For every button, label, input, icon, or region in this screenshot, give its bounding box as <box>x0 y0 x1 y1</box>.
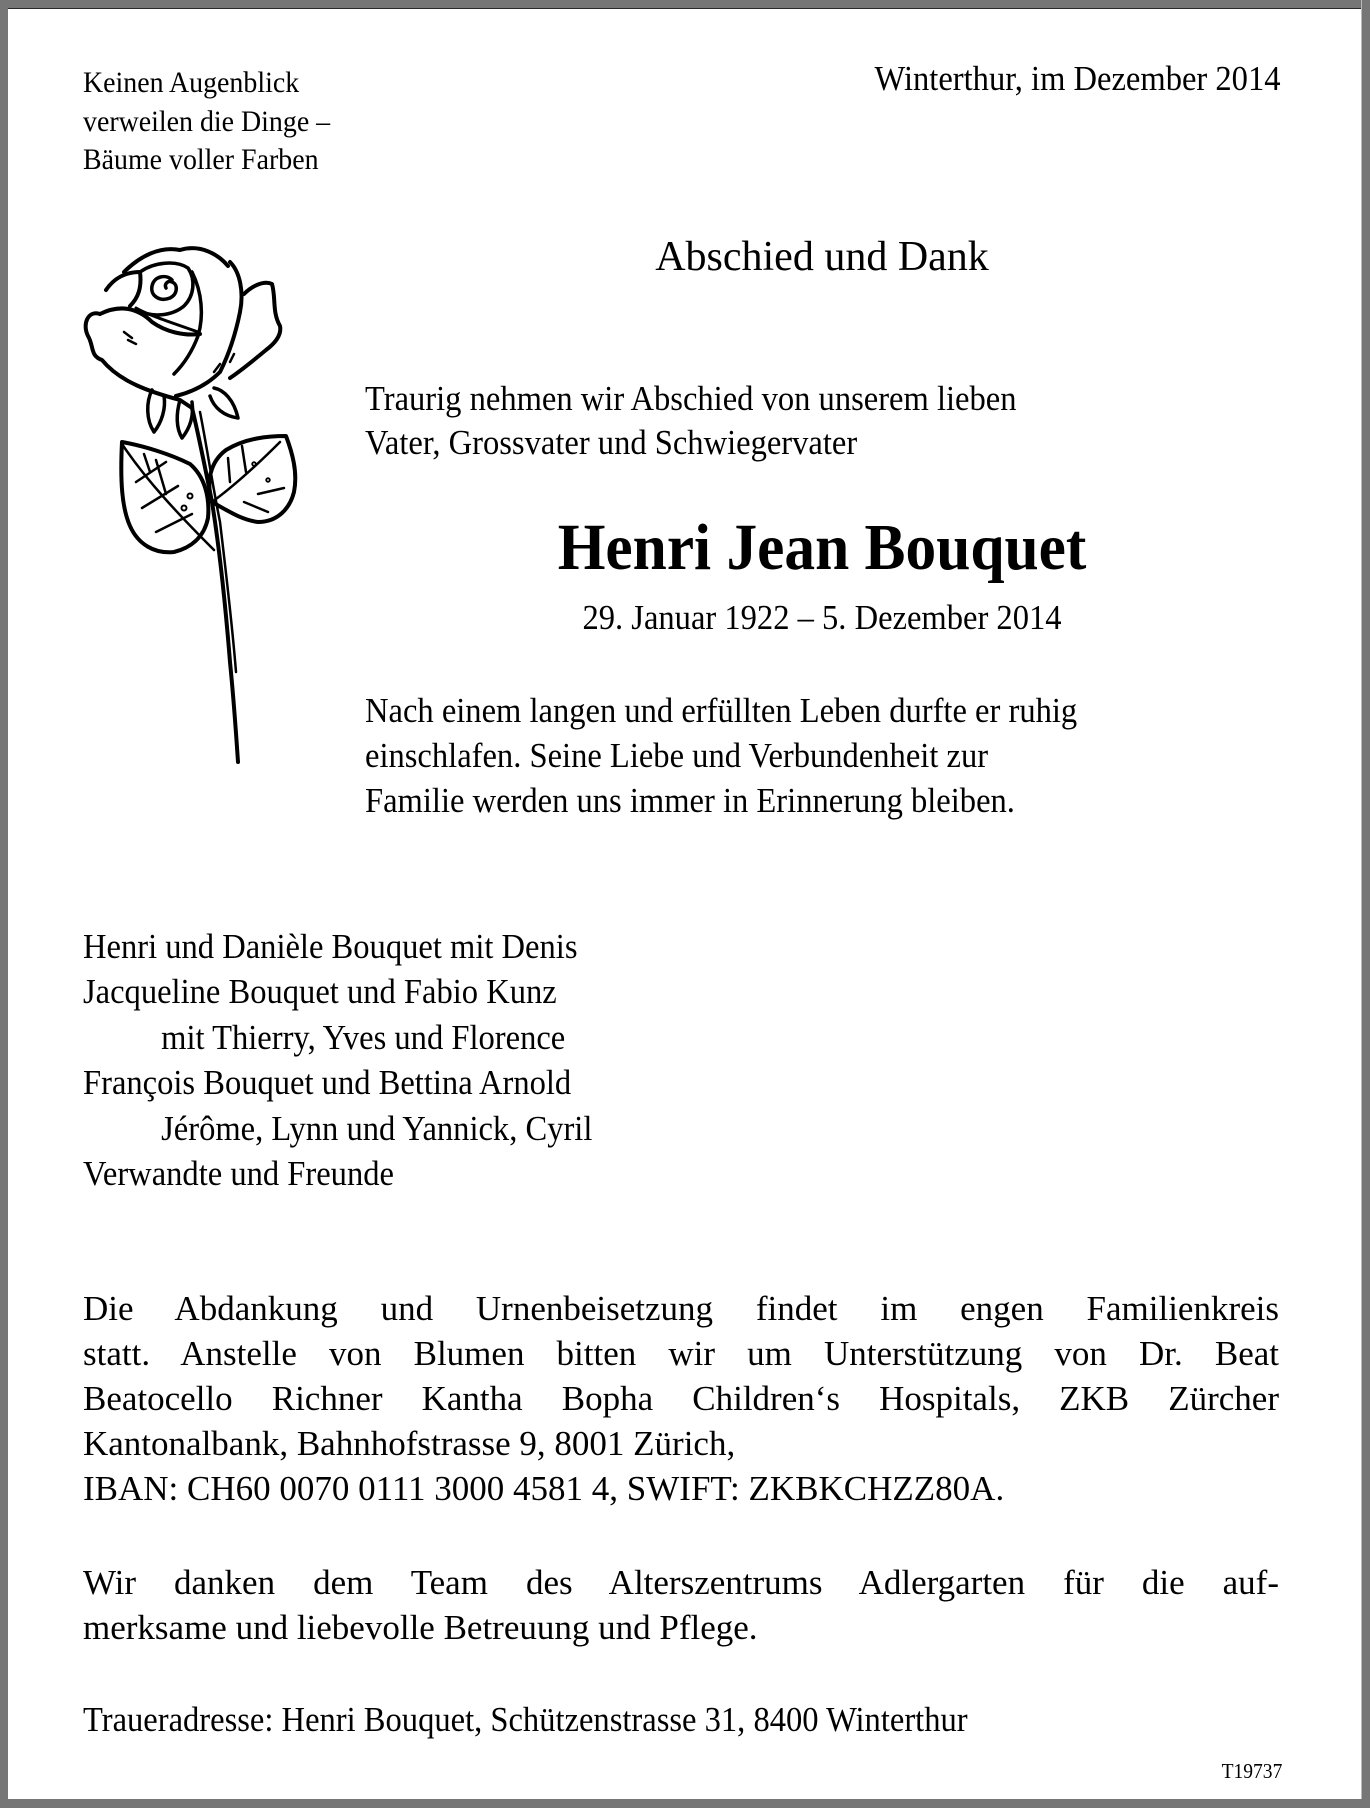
rose-leaf-dot <box>188 494 193 499</box>
mourner-line: François Bouquet und Bettina Arnold <box>83 1063 572 1103</box>
heading-abschied: Abschied und Dank <box>655 234 989 280</box>
tribute-text <box>365 688 1077 823</box>
rose-petal-left-fold <box>100 308 200 334</box>
poem-line: Bäume voller Farben <box>83 143 319 176</box>
mourner-line: Jérôme, Lynn und Yannick, Cyril <box>161 1108 593 1148</box>
rose-leaf-upper <box>209 436 295 522</box>
donation-line: statt. Anstelle von Blumen bitten wir um Unterstützung von Dr. Beat <box>83 1334 1279 1373</box>
rose-icon <box>80 232 320 772</box>
donation-line: Kantonalbank, Bahnhofstrasse 9, 8001 Zürich, <box>83 1424 736 1463</box>
page-frame-top <box>0 0 1370 8</box>
rose-leaf-dot <box>252 462 256 466</box>
intro-text <box>365 377 1016 465</box>
thanks-paragraph <box>83 1560 1279 1650</box>
rose-inner-fold <box>174 272 201 374</box>
intro-line: Traurig nehmen wir Abschied von unserem lieben <box>365 379 1017 418</box>
mourners-list <box>83 924 592 1196</box>
life-dates: 29. Januar 1922 – 5. Dezember 2014 <box>582 598 1062 637</box>
thanks-line: Wir danken dem Team des Alterszentrums Adlergarten für die auf- <box>83 1563 1279 1602</box>
mourner-line: Verwandte und Freunde <box>83 1154 394 1194</box>
place-date: Winterthur, im Dezember 2014 <box>874 59 1280 98</box>
rose-petal-outer-left <box>86 313 192 408</box>
tribute-line: einschlafen. Seine Liebe und Verbundenheit zur <box>365 736 989 775</box>
page-frame-edge <box>8 8 1361 9</box>
poem <box>83 64 330 180</box>
reference-code: T19737 <box>1221 1759 1282 1783</box>
tribute-line: Familie werden uns immer in Erinnerung bleiben. <box>365 781 1015 820</box>
donation-line: Beatocello Richner Kantha Bopha Children‘s Hospitals, ZKB Zürcher <box>83 1379 1279 1418</box>
bank-details: IBAN: CH60 0070 0111 3000 4581 4, SWIFT: ZKBKCHZZ80A. <box>83 1469 1005 1508</box>
mourning-address: Traueradresse: Henri Bouquet, Schützenstrasse 31, 8400 Winterthur <box>83 1700 968 1739</box>
poem-line: verweilen die Dinge – <box>83 104 331 138</box>
thanks-line: merksame und liebevolle Betreuung und Pflege. <box>83 1608 758 1647</box>
donation-line: Die Abdankung und Urnenbeisetzung findet im engen Familienkreis <box>83 1289 1279 1328</box>
mourner-line: Henri und Danièle Bouquet mit Denis <box>83 927 578 966</box>
intro-line: Vater, Grossvater und Schwiegervater <box>365 423 858 462</box>
donation-paragraph <box>83 1286 1279 1511</box>
deceased-name: Henri Jean Bouquet <box>557 511 1087 584</box>
rose-leaf-dot <box>266 478 270 482</box>
mourner-line: mit Thierry, Yves und Florence <box>161 1017 566 1057</box>
tribute-line: Nach einem langen und erfüllten Leben durfte er ruhig <box>365 691 1078 730</box>
page-frame-bottom <box>0 1799 1370 1808</box>
poem-line: Keinen Augenblick <box>83 66 300 99</box>
rose-leaf-dot <box>182 506 187 511</box>
mourner-line: Jacqueline Bouquet und Fabio Kunz <box>83 972 557 1012</box>
rose-sepal-right <box>210 388 238 418</box>
